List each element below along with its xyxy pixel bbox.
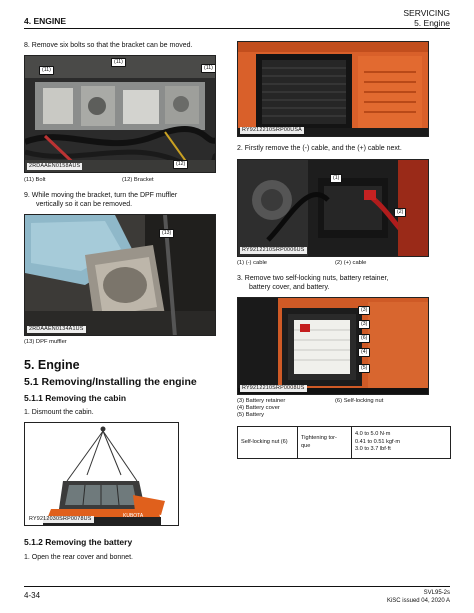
- header-divider: [24, 28, 450, 29]
- kubota-brand-logo: KUBOTA: [123, 513, 144, 519]
- torque-part-cell: Self-locking nut (6): [238, 427, 298, 459]
- callout-4: (4): [358, 348, 370, 357]
- figure-code: 2RDAAEN0158AUS: [29, 163, 81, 169]
- figure-battery-cables: [237, 159, 429, 257]
- step-8-text: 8. Remove six bolts so that the bracket can be moved.: [24, 42, 193, 49]
- page-number: 4-34: [24, 591, 41, 600]
- step-3-line-2: battery cover, and battery.: [249, 284, 330, 291]
- caption-1: (1) (-) cable: [237, 260, 267, 266]
- callout-11-right: (11): [201, 64, 216, 73]
- figure-cabin-hoist: [24, 422, 179, 526]
- callout-3-mid: (3): [358, 320, 370, 329]
- torque-value-kgfm: 0.41 to 0.51 kgf·m: [355, 438, 401, 445]
- figure-bonnet-open: [237, 41, 429, 137]
- figure-code: RY9212030SRP0078US: [29, 516, 92, 522]
- torque-type-line-2: que: [301, 442, 311, 449]
- figure-code: 2RDAAEN0134A1US: [29, 326, 84, 332]
- step-9-line-2: vertically so it can be removed.: [36, 201, 133, 208]
- figure-code: RY9212210SRP00USA: [242, 127, 302, 133]
- figure-bolts-bracket: [24, 55, 216, 173]
- figure-dpf-muffler: [24, 214, 216, 336]
- figure-code: RY9212210SRP0006US: [242, 247, 305, 253]
- callout-2: (2): [394, 208, 406, 217]
- callout-3-top: (3): [358, 306, 370, 315]
- callout-1: (1): [330, 174, 342, 183]
- callout-11-top: (11): [111, 58, 126, 67]
- heading-removing-cabin: 5.1.1 Removing the cabin: [24, 393, 127, 403]
- torque-spec-table: [237, 426, 451, 459]
- step-1-text: 1. Dismount the cabin.: [24, 409, 94, 416]
- issue-info: KiSC issued 04, 2020 A: [386, 598, 450, 604]
- caption-5: (5) Battery: [237, 412, 265, 418]
- callout-6: (6): [358, 334, 370, 343]
- torque-value-lbfft: 3.0 to 3.7 lbf·ft: [355, 446, 391, 453]
- torque-value-nm: 4.0 to 5.0 N·m: [355, 431, 391, 438]
- heading-removing-battery: 5.1.2 Removing the battery: [24, 537, 133, 547]
- footer-divider: [24, 586, 450, 587]
- step-2-text: 2. Firstly remove the (-) cable, and the (+) cable next.: [237, 145, 402, 152]
- caption-12: (12) Bracket: [122, 177, 154, 183]
- step-3-line-1: 3. Remove two self-locking nuts, battery retainer,: [237, 275, 389, 282]
- model-name: SVL95-2s: [423, 590, 450, 596]
- figure-battery-retainer: [237, 297, 429, 395]
- torque-value-cell: [352, 427, 451, 459]
- callout-5: (5): [358, 364, 370, 373]
- table-row: [238, 427, 451, 459]
- caption-13: (13) DPF muffler: [24, 339, 67, 345]
- caption-11: (11) Bolt: [24, 177, 46, 183]
- caption-6: (6) Self-locking nut: [335, 398, 384, 404]
- heading-engine: 5. Engine: [24, 358, 80, 372]
- callout-12: (12): [173, 160, 188, 169]
- caption-2: (2) (+) cable: [335, 260, 367, 266]
- caption-4: (4) Battery cover: [237, 405, 280, 411]
- torque-type-line-1: Tightening tor-: [301, 435, 337, 441]
- heading-removing-installing-engine: 5.1 Removing/Installing the engine: [24, 376, 197, 388]
- section-header: 4. ENGINE: [24, 16, 67, 26]
- step-1-battery-text: 1. Open the rear cover and bonnet.: [24, 554, 133, 561]
- chapter-subtitle: 5. Engine: [414, 18, 450, 28]
- step-9-line-1: 9. While moving the bracket, turn the DPF muffler: [24, 192, 178, 199]
- figure-code: RY9212210SRP0008US: [242, 385, 305, 391]
- torque-type-cell: [298, 427, 352, 459]
- callout-11-left: (11): [39, 66, 54, 75]
- callout-13: (13): [159, 229, 174, 238]
- caption-3: (3) Battery retainer: [237, 398, 286, 404]
- chapter-title: SERVICING: [403, 8, 450, 18]
